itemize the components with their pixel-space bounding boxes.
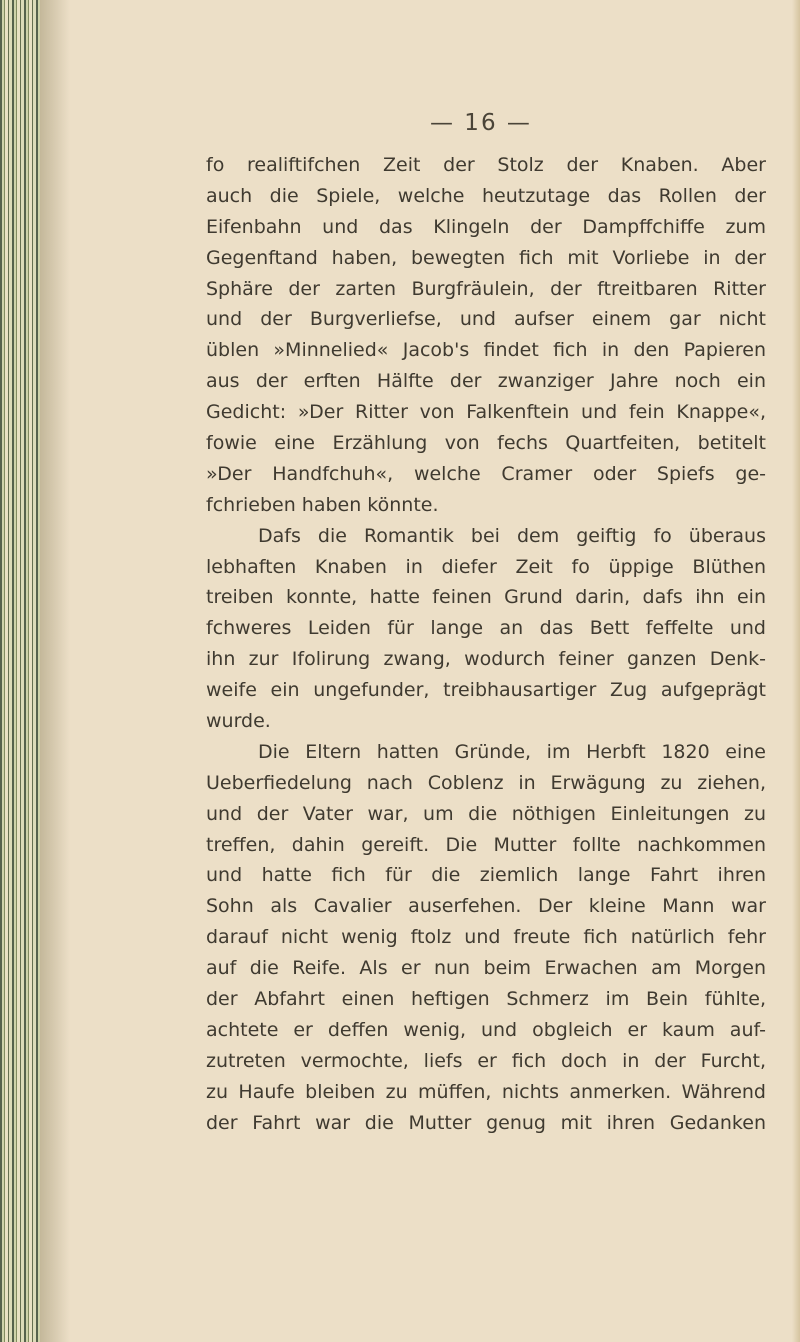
text-line: lebhaften Knaben in diefer Zeit fo üppige Blüthen bbox=[206, 555, 766, 578]
body-text bbox=[206, 150, 766, 1139]
gutter-shadow bbox=[40, 0, 70, 1342]
text-line: weife ein ungefunder, treibhausartiger Zug aufgeprägt bbox=[206, 679, 766, 702]
text-line: auf die Reife. Als er nun beim Erwachen am Morgen bbox=[206, 957, 766, 980]
text-line: Gegenftand haben, bewegten fich mit Vorliebe in der bbox=[206, 246, 766, 269]
text-line: wurde. bbox=[206, 710, 271, 733]
text-line: Sphäre der zarten Burgfräulein, der ftreitbaren Ritter bbox=[206, 277, 766, 300]
book-binding-edge bbox=[0, 0, 40, 1342]
text-line: treiben konnte, hatte feinen Grund darin, dafs ihn ein bbox=[206, 586, 766, 609]
text-line: und der Burgverliefse, und aufser einem gar nicht bbox=[206, 308, 766, 331]
text-line: auch die Spiele, welche heutzutage das Rollen der bbox=[206, 184, 766, 207]
text-line: fowie eine Erzählung von fechs Quartfeiten, betitelt bbox=[206, 432, 766, 455]
text-line: und der Vater war, um die nöthigen Einleitungen zu bbox=[206, 802, 766, 825]
page-right-edge bbox=[792, 0, 800, 1342]
text-line: ihn zur Ifolirung zwang, wodurch feiner ganzen Denk- bbox=[206, 648, 766, 671]
text-line: »Der Handfchuh«, welche Cramer oder Spiefs ge- bbox=[206, 462, 766, 485]
text-line: Eifenbahn und das Klingeln der Dampffchiffe zum bbox=[206, 215, 766, 238]
text-line: der Fahrt war die Mutter genug mit ihren Gedanken bbox=[206, 1111, 766, 1134]
text-line: der Abfahrt einen heftigen Schmerz im Bein fühlte, bbox=[206, 988, 766, 1011]
text-line: darauf nicht wenig ftolz und freute fich natürlich fehr bbox=[206, 926, 766, 949]
text-line: zu Haufe bleiben zu müffen, nichts anmerken. Während bbox=[206, 1080, 766, 1103]
text-line: treffen, dahin gereift. Die Mutter follte nachkommen bbox=[206, 833, 766, 856]
text-line: und hatte fich für die ziemlich lange Fahrt ihren bbox=[206, 864, 766, 887]
page-number: — 16 — bbox=[430, 110, 532, 136]
text-line: Dafs die Romantik bei dem geiftig fo überaus bbox=[258, 524, 766, 547]
text-line: fchweres Leiden für lange an das Bett feffelte und bbox=[206, 617, 766, 640]
text-line: zutreten vermochte, liefs er fich doch in der Furcht, bbox=[206, 1049, 766, 1072]
text-line: Die Eltern hatten Gründe, im Herbft 1820 eine bbox=[258, 740, 766, 763]
text-line: Sohn als Cavalier auserfehen. Der kleine Mann war bbox=[206, 895, 766, 918]
text-line: fchrieben haben könnte. bbox=[206, 493, 439, 516]
text-line: üblen »Minnelied« Jacob's findet fich in den Papieren bbox=[206, 339, 766, 362]
text-line: fo realiftifchen Zeit der Stolz der Knaben. Aber bbox=[206, 154, 766, 176]
text-line: achtete er deffen wenig, und obgleich er kaum auf- bbox=[206, 1018, 766, 1041]
text-line: Gedicht: »Der Ritter von Falkenftein und fein Knappe«, bbox=[206, 401, 766, 424]
text-line: aus der erften Hälfte der zwanziger Jahre noch ein bbox=[206, 370, 766, 393]
text-line: Ueberfiedelung nach Coblenz in Erwägung zu ziehen, bbox=[206, 771, 766, 794]
